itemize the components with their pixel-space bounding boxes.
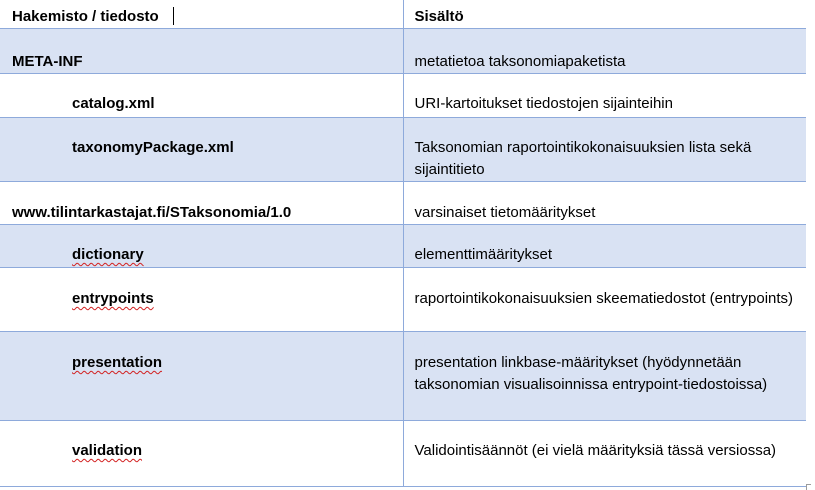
cell-name-text: META-INF	[12, 53, 83, 70]
cell-content-text: elementtimääritykset	[414, 246, 553, 263]
header-directory-file-label: Hakemisto / tiedosto	[12, 8, 159, 25]
table-row-meta-inf	[0, 29, 806, 74]
cell-name[interactable]	[0, 118, 403, 182]
cell-content-text: raportointikokonaisuuksien skeematiedostot (entrypoints)	[414, 290, 794, 307]
cell-name[interactable]	[0, 182, 403, 225]
cell-content-text: varsinaiset tietomääritykset	[414, 204, 596, 221]
text-cursor	[173, 7, 174, 25]
cell-content[interactable]	[403, 118, 806, 182]
cell-content-text: URI-kartoitukset tiedostojen sijainteihin	[414, 95, 673, 112]
cell-name-text: presentation	[72, 354, 163, 371]
table-row-taxonomy-root	[0, 182, 806, 225]
cell-name-text: validation	[72, 442, 143, 459]
cell-name-text: dictionary	[72, 246, 144, 263]
cell-content[interactable]	[403, 74, 806, 118]
table-row-entrypoints	[0, 268, 806, 332]
table-row-validation	[0, 421, 806, 487]
cell-name-text: entrypoints	[72, 290, 154, 307]
cell-name[interactable]	[0, 332, 403, 421]
table-header-row	[0, 0, 806, 29]
cell-name-text: www.tilintarkastajat.fi/STaksonomia/1.0	[12, 204, 292, 221]
table-row-catalog	[0, 74, 806, 118]
cell-content[interactable]	[403, 225, 806, 268]
cell-content[interactable]	[403, 182, 806, 225]
cell-content-text: presentation linkbase-määritykset (hyödynnetään taksonomian visualisoinnissa entrypoint-tiedostoissa)	[414, 354, 768, 393]
cell-name[interactable]	[0, 74, 403, 118]
cell-content[interactable]	[403, 421, 806, 487]
cell-content[interactable]	[403, 268, 806, 332]
header-contents-label: Sisältö	[414, 8, 464, 25]
cell-content-text: Validointisäännöt (ei vielä määrityksiä tässä versiossa)	[414, 442, 777, 459]
table-row-taxonomy-package	[0, 118, 806, 182]
header-contents[interactable]	[403, 0, 806, 29]
cell-name[interactable]	[0, 268, 403, 332]
cell-name[interactable]	[0, 421, 403, 487]
cell-content-text: Taksonomian raportointikokonaisuuksien lista sekä sijaintitieto	[414, 139, 752, 178]
cell-name-text: taxonomyPackage.xml	[72, 139, 234, 156]
table-row-presentation	[0, 332, 806, 421]
cell-name-text: catalog.xml	[72, 95, 155, 112]
cell-name[interactable]	[0, 225, 403, 268]
cell-name[interactable]	[0, 29, 403, 74]
table-resize-handle[interactable]	[806, 484, 811, 490]
cell-content-text: metatietoa taksonomiapaketista	[414, 53, 626, 70]
table-row-dictionary	[0, 225, 806, 268]
header-directory-file[interactable]	[0, 0, 403, 29]
cell-content[interactable]	[403, 29, 806, 74]
cell-content[interactable]	[403, 332, 806, 421]
